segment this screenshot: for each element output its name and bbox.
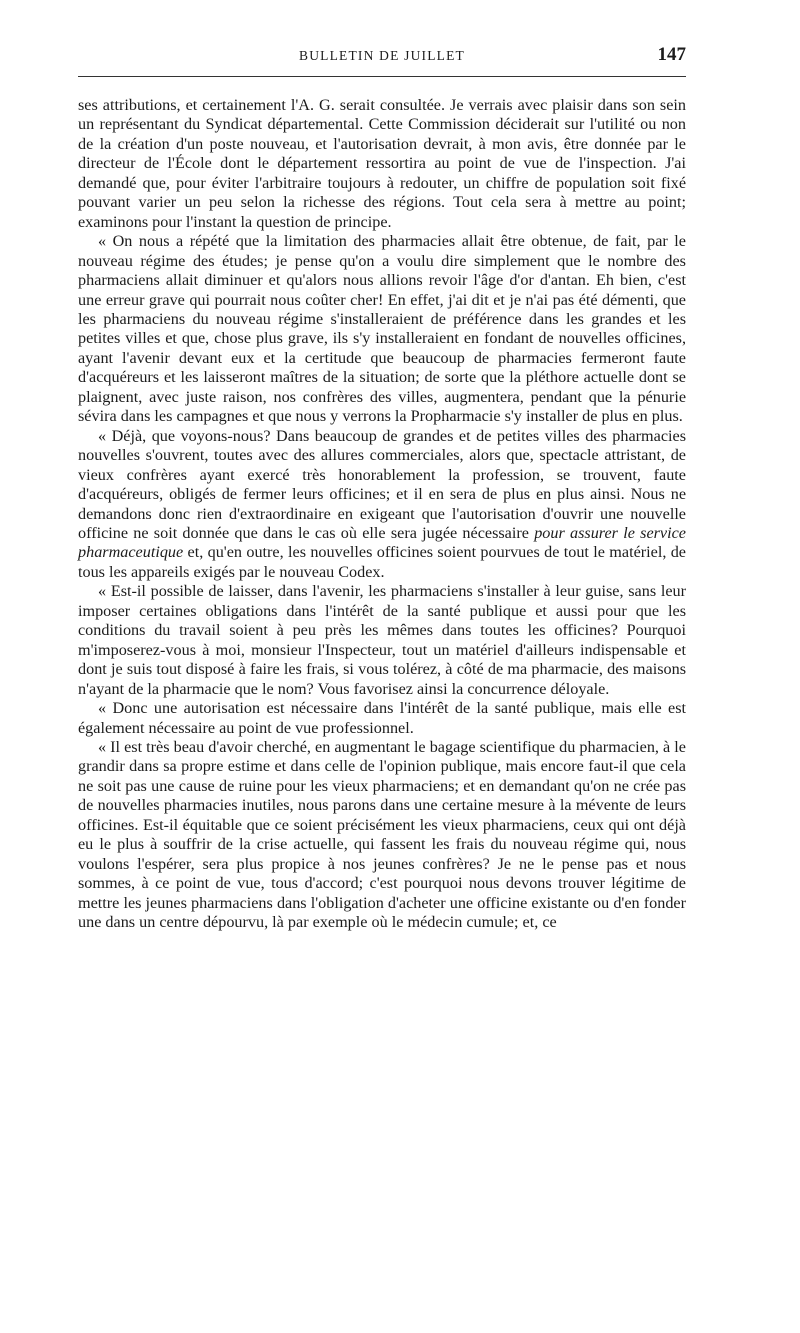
paragraph — [78, 96, 686, 232]
paragraph — [78, 699, 686, 738]
paragraph-text: « Est-il possible de laisser, dans l'avenir, les pharmaciens s'installer à leur guise, sans leur imposer certaines obligations dans l'intérêt de la santé publique et aussi pour que les conditions du travail soient à peu près les mêmes dans toutes les officines? Pourquoi m'imposerez-vous à moi, monsieur l'Inspecteur, tout un matériel d'ailleurs indispensable et dont je suis tout disposé à faire les frais, si vous tolérez, à côté de ma pharmacie, des maisons n'ayant de la pharmacie que le nom? Vous favorisez ainsi la concurrence déloyale. — [78, 582, 686, 698]
page-header — [78, 44, 686, 74]
running-title: BULLETIN DE JUILLET — [298, 48, 465, 63]
paragraph-text: « Il est très beau d'avoir cherché, en augmentant le bagage scientifique du pharmacien, à le grandir dans sa propre estime et dans celle de l'opinion publique, mais encore faut-il que cela ne soit pas une cause de ruine pour les vieux pharmaciens; et en demandant qu'on ne crée pas de nouvelles pharmacies inutiles, nous parons dans une certaine mesure à la mévente de leurs officines. Est-il équitable que ce soient précisément les vieux pharmaciens, ceux qui ont déjà eu le plus à souffrir de la crise actuelle, qui fassent les frais du nouveau régime qui, nous voulons l'espérer, sera plus propice à nos jeunes confrères? Je ne le pense pas et nous sommes, à ce point de vue, tous d'accord; c'est pourquoi nous devons trouver légitime de mettre les jeunes pharmaciens dans l'obligation d'acheter une officine existante ou d'en fonder une dans un centre dépourvu, là par exemple où le médecin cumule; et, ce — [78, 737, 686, 932]
paragraph-text: « Donc une autorisation est nécessaire dans l'intérêt de la santé publique, mais elle est également nécessaire au point de vue professionnel. — [78, 699, 686, 737]
paragraph — [78, 427, 686, 583]
body-text — [78, 96, 686, 932]
paragraph — [78, 232, 686, 427]
italic-phrase: pour assurer le service pharmaceutique — [78, 523, 686, 562]
paragraph-text: « Déjà, que voyons-nous? Dans beaucoup de grandes et de petites villes des pharmacies nouvelles s'ouvrent, toutes avec des allures commerciales, alors que, spectacle attristant, de vieux confrères ayant exercé très honorablement la profession, se trouvent, faute d'acquéreurs, obligés de fermer leurs officines; et il en sera de plus en plus ainsi. Nous ne demandons donc rien d'extraordinaire en exigeant que l'autorisation d'ouvrir une nouvelle officine ne soit donnée que dans le cas où elle sera jugée nécessaire — [78, 426, 686, 542]
header-rule — [78, 76, 686, 77]
page-number: 147 — [657, 44, 686, 65]
paragraph — [78, 738, 686, 933]
paragraph — [78, 582, 686, 699]
paragraph-text: « On nous a répété que la limitation des pharmacies allait être obtenue, de fait, par le nouveau régime des études; je pense qu'on a voulu dire simplement que le nombre des pharmaciens allait diminuer et qu'alors nous allions revoir l'âge d'or d'antan. Eh bien, c'est une erreur grave qui pourrait nous coûter cher! En effet, j'ai dit et je n'ai pas été démenti, que les pharmaciens du nouveau régime s'installeraient de préférence dans les grandes et les petites villes et que, chose plus grave, ils s'y installeraient en fondant de nouvelles officines, ayant l'avenir devant eux et la certitude que beaucoup de pharmacies fermeront faute d'acquéreurs et les laisseront maîtres de la situation; de sorte que la pléthore actuelle dont se plaignent, avec juste raison, nos confrères des villes, augmentera, pendant que la pénurie sévira dans les campagnes et que nous y verrons la Propharmacie s'y installer de plus en plus. — [78, 232, 686, 426]
paragraph-text: et, qu'en outre, les nouvelles officines soient pourvues de tout le matériel, de tous les appareils exigés par le nouveau Codex. — [78, 543, 686, 581]
paragraph-text: ses attributions, et certainement l'A. G. serait consultée. Je verrais avec plaisir dans son sein un représentant du Syndicat départemental. Cette Commission déciderait sur l'utilité ou non de la création d'un poste nouveau, et l'autorisation devrait, à mon avis, être donnée par le directeur de l'École dont le département ressortira au point de vue de l'inspection. J'ai demandé que, pour éviter l'arbitraire toujours à redouter, un chiffre de population soit fixé pouvant varier un peu selon la richesse des régions. Tout cela sera à mettre au point; examinons pour l'instant la question de principe. — [78, 96, 686, 231]
